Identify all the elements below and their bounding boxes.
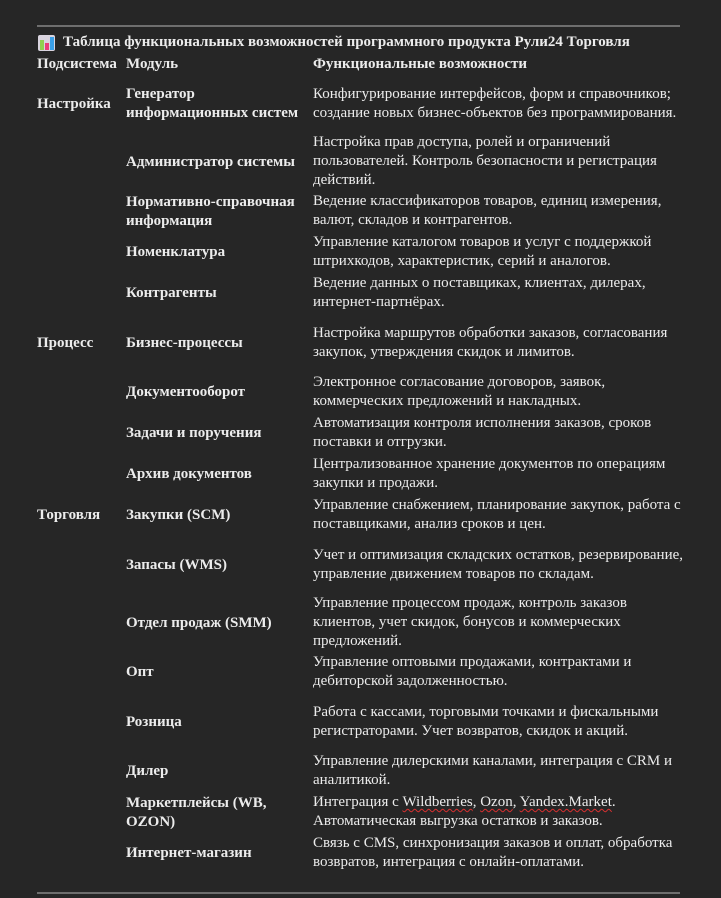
description-cell: Интеграция с Wildberries, Ozon, Yandex.Market. Автоматическая выгрузка остатков и заказов. bbox=[313, 794, 616, 829]
description-cell: Управление каталогом товаров и услуг с поддержкой штрихкодов, характеристик, серий и аналогов. bbox=[313, 234, 652, 269]
subsystem-cell bbox=[35, 652, 124, 693]
subsystem-cell bbox=[35, 413, 124, 454]
module-cell: Генератор информационных систем bbox=[126, 86, 299, 121]
table-row bbox=[35, 693, 685, 751]
table-row bbox=[35, 133, 685, 191]
subsystem-cell bbox=[35, 372, 124, 413]
table-row bbox=[35, 413, 685, 454]
description-cell: Электронное согласование договоров, заявок, коммерческих предложений и накладных. bbox=[313, 374, 606, 409]
table-row bbox=[35, 652, 685, 693]
header-subsystem: Подсистема bbox=[37, 56, 117, 72]
table-row bbox=[35, 792, 685, 833]
description-cell: Управление дилерскими каналами, интеграция с CRM и аналитикой. bbox=[313, 753, 673, 788]
subsystem-cell: Процесс bbox=[37, 334, 94, 351]
module-cell: Администратор системы bbox=[126, 153, 295, 170]
subsystem-cell bbox=[35, 751, 124, 792]
header-module: Модуль bbox=[126, 56, 179, 72]
table-row bbox=[35, 372, 685, 413]
description-cell: Централизованное хранение документов по операциям закупки и продажи. bbox=[313, 456, 666, 491]
module-cell: Контрагенты bbox=[126, 285, 217, 301]
table-row bbox=[35, 536, 685, 594]
module-cell: Розница bbox=[126, 713, 182, 730]
description-cell: Учет и оптимизация складских остатков, резервирование, управление движением товаров по складам. bbox=[313, 546, 684, 582]
subsystem-cell bbox=[35, 273, 124, 314]
title-text: Таблица функциональных возможностей программного продукта Рули24 Торговля bbox=[63, 34, 630, 50]
bottom-divider bbox=[37, 892, 680, 894]
table-row bbox=[35, 191, 685, 232]
description-cell: Управление снабжением, планирование закупок, работа с поставщиками, анализ сроков и цен. bbox=[313, 497, 681, 532]
document-title bbox=[38, 33, 630, 52]
module-cell: Задачи и поручения bbox=[126, 425, 262, 441]
table-row bbox=[35, 594, 685, 652]
module-cell: Закупки (SCM) bbox=[126, 507, 231, 523]
module-cell: Документооборот bbox=[126, 384, 246, 400]
table-row bbox=[35, 751, 685, 792]
module-cell: Опт bbox=[126, 664, 154, 680]
module-cell: Номенклатура bbox=[126, 244, 226, 260]
module-cell: Нормативно-справочная информация bbox=[126, 193, 295, 229]
spellcheck-word[interactable]: Ozon bbox=[480, 794, 513, 810]
description-cell: Работа с кассами, торговыми точками и фискальными регистраторами. Учет возвратов, скидок и акций. bbox=[313, 703, 659, 739]
subsystem-cell bbox=[35, 833, 124, 874]
table-header-row bbox=[35, 54, 685, 75]
description-cell: Настройка прав доступа, ролей и ограничений пользователей. Контроль безопасности и регистрация действий. bbox=[313, 134, 657, 188]
description-cell: Управление оптовыми продажами, контрактами и дебиторской задолженностью. bbox=[313, 654, 632, 689]
table-row bbox=[35, 495, 685, 536]
subsystem-cell bbox=[35, 693, 124, 751]
table-row bbox=[35, 273, 685, 314]
description-cell: Связь с CMS, синхронизация заказов и оплат, обработка возвратов, интеграция с онлайн-оплатами. bbox=[313, 835, 673, 870]
subsystem-cell: Настройка bbox=[37, 95, 111, 112]
subsystem-cell: Торговля bbox=[37, 507, 101, 523]
subsystem-cell bbox=[35, 594, 124, 652]
table-row bbox=[35, 833, 685, 874]
module-cell: Бизнес-процессы bbox=[126, 334, 243, 351]
subsystem-cell bbox=[35, 454, 124, 495]
module-cell: Маркетплейсы (WB, OZON) bbox=[126, 794, 267, 830]
module-cell: Дилер bbox=[126, 763, 169, 779]
description-cell: Автоматизация контроля исполнения заказов, сроков поставки и отгрузки. bbox=[313, 415, 652, 450]
table-row bbox=[35, 232, 685, 273]
top-divider bbox=[37, 25, 680, 27]
table-row bbox=[35, 75, 685, 133]
subsystem-cell bbox=[35, 232, 124, 273]
subsystem-cell bbox=[35, 792, 124, 833]
subsystem-cell bbox=[35, 536, 124, 594]
module-cell: Отдел продаж (SMM) bbox=[126, 614, 272, 631]
module-cell: Архив документов bbox=[126, 466, 252, 482]
module-cell: Интернет-магазин bbox=[126, 845, 252, 861]
bar-chart-icon bbox=[38, 35, 55, 51]
description-cell: Управление процессом продаж, контроль заказов клиентов, учет скидок, бонусов и коммерческих предложений. bbox=[313, 595, 627, 649]
description-cell: Ведение классификаторов товаров, единиц измерения, валют, складов и контрагентов. bbox=[313, 193, 662, 228]
description-cell: Ведение данных о поставщиках, клиентах, дилерах, интернет-партнёрах. bbox=[313, 275, 646, 310]
description-cell: Настройка маршрутов обработки заказов, согласования закупок, утверждения скидок и лимитов. bbox=[313, 324, 668, 360]
table-row bbox=[35, 314, 685, 372]
module-cell: Запасы (WMS) bbox=[126, 556, 227, 573]
features-table bbox=[35, 54, 685, 874]
spellcheck-word[interactable]: Yandex.Market bbox=[519, 794, 612, 810]
table-row bbox=[35, 454, 685, 495]
subsystem-cell bbox=[35, 133, 124, 191]
description-cell: Конфигурирование интерфейсов, форм и справочников; создание новых бизнес-объектов без программирования. bbox=[313, 85, 677, 121]
spellcheck-word[interactable]: Wildberries bbox=[402, 794, 473, 810]
header-features: Функциональные возможности bbox=[313, 56, 527, 72]
subsystem-cell bbox=[35, 191, 124, 232]
